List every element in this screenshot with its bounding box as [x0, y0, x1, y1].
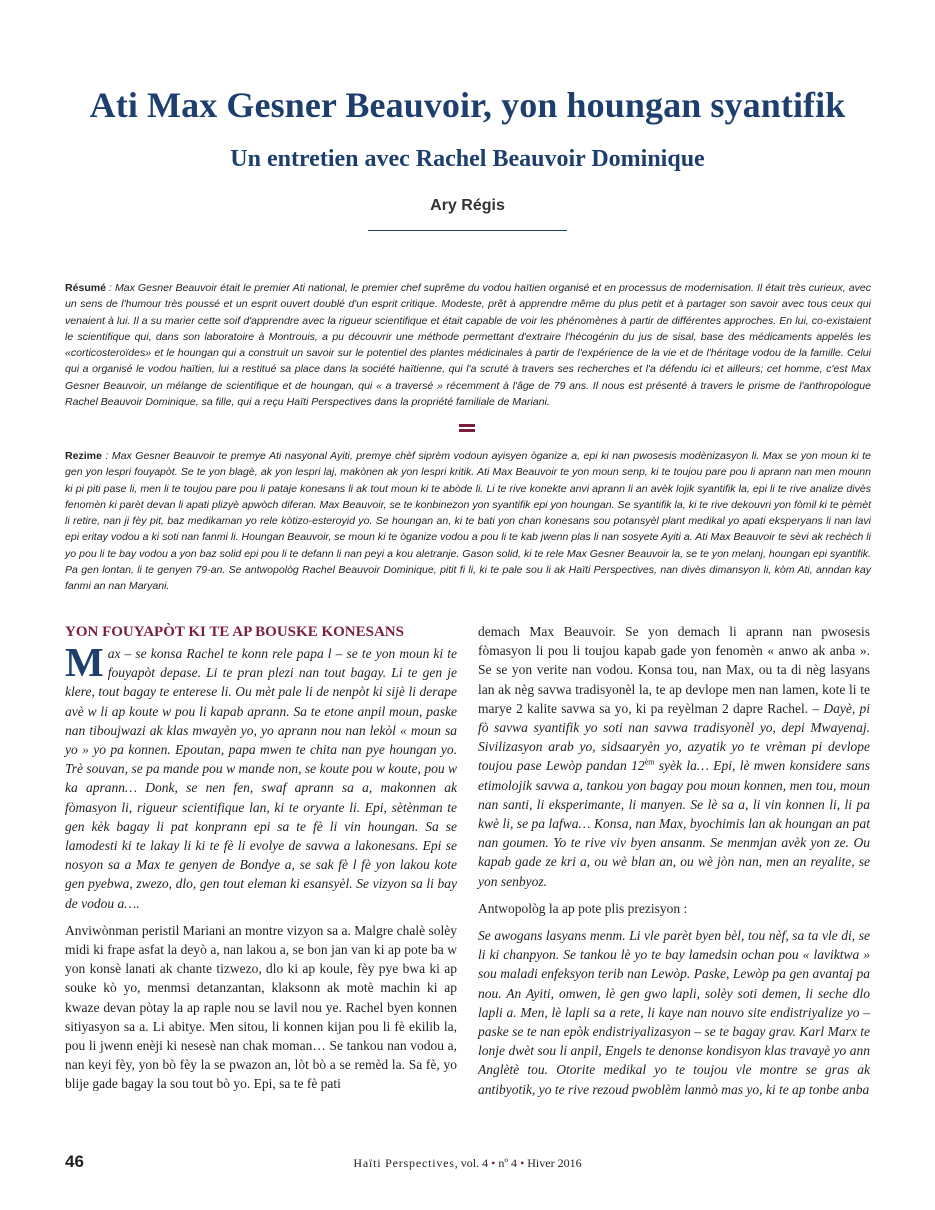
body-paragraph-1 [65, 639, 458, 913]
resume-label: Résumé [65, 282, 107, 294]
page-number: 46 [65, 1152, 84, 1171]
rezime-label: Rezime [65, 450, 102, 462]
p3-superscript: èm [644, 757, 655, 767]
body-paragraph-5: Se awogans lasyans menm. Li vle parèt byen bèl, tou nèf, sa ta vle di, se li ki chanpyon. Se tankou lè yo te bay lamedsin ochan pou « laviktwa » sou maladi enfeksyon terib nan Lewòp. Paske, Lewòp pa gen avantaj pa nou. An Ayiti, omwen, lè gen gwo lapli, solèy soti demen, li seche dlo lapli a. Men, lè lapli sa a rete, li kaye nan nouvo site endistriyalize yo – paske se te nan epòk endistriyalizasyon – se te bagay grav. Karl Marx te lonje dwèt sou li anpil, Engels te denonse kondisyon klas travayè yo ann Anglètè tou. Otorite medikal yo te toujou vle montre se gras ak antibyotik, yo te rive rezoud pwoblèm lanmò mas yo, ki te ap tonbe anba [478, 928, 870, 1097]
rezime-text: : Max Gesner Beauvoir te premye Ati nasyonal Ayiti, premye chèf siprèm vodoun ayisyen òganize a, epi ki nan pwosesis modènizasyon li. Max se yon moun ki te gen yon lespri fouyapòt. Se te yon blagè, ak yon lespri laj, makònen ak yon lespri kritik. Ati Max Beauvoir te yon moun senp, ki te toujou pare pou li aprann nan men mounn ki pi piti pase li, men li te toujou pare pou li pataje konesans li ak tout moun ki te abòde li. Li te rive konekte anvi aprann li an avèk lojik syantifik la, epi li te rive analize divès fenomèn ki parèt devan li apati plizyè apwòch diferan. Max Beauvoir, se te konbinezon yon syantifik epi yon houngan. Se syantifik la, ki te rive dekouvri yon fòmil ki te pèmèt li retire, nan ji fèy pit, baz medikaman yo rele kòtizo-esteroyid yo. Se houngan an, ki te bati yon chan konesans sou potansyèl plant medikal yo apati eksperyans li nan lavi epi eritay vodou a ki soti nan fanmi li. Houngan Beauvoir, se moun ki te òganize vodou a pou li te kab jwenn plas li nan sosyete Ayiti a. Ati Max Beauvoir te sèvi ak rechèch li yo pou li te bay vodou a yon baz solid epi pou li te defann li nan peyi a kou aletranje. Gason solid, ki te rele Max Gesner Beauvoir la, se te yon melanj, houngan epi syantifik. Pa gen lontan, li te genyen 79-an. Se antwopològ Rachel Beauvoir Dominique, pitit fi li, ki te pale sou li ak Haïti Perspectives, nan divès dimansyon li, kòm Ati, anndan kay fanmi an nan Maryani. [65, 450, 871, 593]
author-rule [368, 230, 567, 231]
body-paragraph-3 [478, 622, 870, 891]
bullet-separator: • [491, 1156, 496, 1170]
journal-number: nº 4 [495, 1156, 521, 1170]
body-paragraph-2: Anviwònman peristil Mariani an montre vizyon sa a. Malgre chalè solèy midi ki frape asfat la deyò a, nan lakou a, se bon jan van ki ap pote ba w yon konsè lanati ak chante tizwezo, dlo ki ap koule, fèy pye bwa ki ap souke kò yo, menmsi detanzantan, klaksonn ak motè machin ki ap kwaze devan pòtay la ap raple nou se lavil nou ye. Rachel byen konnen sitiyasyon sa a. Li abitye. Men sitou, li konnen kijan pou li fè ekilib la, pou li jwenn enèji ki nesesè nan chak moman… Se tankou nan vodou a, nan keyi fèy, yon bò fèy la se pwazon an, lòt bò a se remèd la. Sa fè, yo blije gade bagay la sou tout bò yo. Epi, sa te fè pati [65, 922, 457, 1092]
journal-season: Hiver 2016 [524, 1156, 582, 1170]
author-name: Ary Régis [430, 197, 505, 214]
journal-volume: , vol. 4 [454, 1156, 492, 1170]
body-column-left [65, 622, 457, 1102]
p3-quote-b: syèk la… Epi, lè mwen konsidere sans etimolojik savwa a, tankou yon bagay pou moun konnen, men tou, moun nan santi, li eksperimante, li manyen. Se lè sa a, li vin konnen li, li pa kwè li, se pa lafwa… Konsa, nan Max, byochimis lan ak houngan an pat nan goumen. Yo te rive viv byen ansanm. Se menmjan avèk yon ze. Ou kapab gade ze kri a, ou wè blan an, ou wè jòn nan, men an reyalite, se yon senbyoz. [478, 758, 870, 889]
body-column-right [478, 622, 870, 1107]
p1-intro: ax – se konsa Rachel te konn rele papa l – [107, 646, 347, 661]
journal-name: Haïti Perspectives [353, 1156, 455, 1170]
p3-roman: demach Max Beauvoir. Se yon demach li aprann nan pwosesis fòmasyon li pou li toujou kapab gade yon fenomèn « anwo ak anba ». Se se yon verite nan vodou. Konsa tou, nan Max, ou ta di nèg lasyans lan ak nèg savwa tradisyonèl la, te ap devlope men nan lamen, kote li te marye 2 kalite savwa sa yo, ki pa reyèlman 2 dapre Rachel. – [478, 624, 870, 716]
p3-quote-a: Dayè, pi fò savwa syantifik yo soti nan savwa tradisyonèl yo, depi Mwayenaj. Sivilizasyon arab yo, sidsaaryèn yo, azyatik yo te vrèman pi devlope toujou pase Lewòp pandan 12 [478, 700, 871, 774]
journal-citation [0, 1156, 935, 1171]
section-divider-icon [459, 424, 475, 438]
body-paragraph-4: Antwopològ la ap pote plis prezisyon : [478, 900, 688, 916]
bullet-separator: • [520, 1156, 525, 1170]
rezime-abstract [65, 448, 871, 595]
resume-abstract [65, 280, 871, 410]
article-title: Ati Max Gesner Beauvoir, yon houngan syantifik [89, 85, 846, 125]
article-subtitle: Un entretien avec Rachel Beauvoir Dominique [230, 146, 705, 172]
section-heading: YON FOUYAPÒT KI TE AP BOUSKE KONESANS [65, 624, 404, 640]
p1-quote: se te yon moun ki te fouyapòt depase. Li te pran plezi nan tout bagay. Li te gen je klere, tout bagay te enterese li. Ou mèt pale li de nenpòt ki sijè li derape avè w li ap koute w pou li kapab aprann. Sa te etone anpil moun, paske nan tiboujwazi ak klas mwayèn yo, yo aprann nou nan lekòl « moun sa yo » yo pa konnen. Epoutan, papa mwen te chita nan pye houngan yo. Trè souvan, se pa mande pou w mande non, se koute pou w koute, pou w ka aprann… Donk, se nen fen, swaf aprann sa a, makonnen ak fòmasyon li, rigueur scientifique lan, ki te oryante li. Epi, sètènman te gen kèk bagay li pat konprann epi sa te fè li vin houngan. Sa se lamodesti ki te lakay li ki te fè li evolye de savwa a lakonesans. Epi se nosyon sa a Max te genyen de Bondye a, se sak fè l fè yon lakou kote gen pyebwa, zwezo, dlo, gen tout eleman ki esansyèl. Se vizyon sa li bay de vodou a…. [65, 646, 458, 911]
drop-cap: M [65, 639, 104, 685]
resume-text: : Max Gesner Beauvoir était le premier Ati national, le premier chef suprême du vodou haïtien organisé et en processus de modernisation. Il était très curieux, avec un sens de l'humour très poussé et un esprit ouvert doublé d'un esprit critique. Modeste, prêt à apprendre même du plus petit et à partager son savoir avec tous ceux qui venaient à lui. Il a su marier cette soif d'apprendre avec la rigueur scientifique et était capable de voir les phénomènes à partir de différentes approches. En lui, co-existaient le scientifique qui, dans son laboratoire à Montrouis, a pu découvrir une méthode permettant d'extraire l'hécogénin du jus de sisal, base des médicaments appelés les «corticosteroïdes» et le houngan qui a construit un savoir sur le potentiel des plantes médicinales à partir de l'expérience de la vie et de l'héritage vodou de la famille. Celui qui a organisé le vodou haïtien, lui a restitué sa place dans la société haïtienne, qui l'a scruté à travers ses recherches et l'a défendu ici et ailleurs; cet homme, c'est Max Gesner Beauvoir, un mélange de scientifique et de houngan, qui « a traversé » récemment à l'âge de 79 ans. Il nous est présenté à travers le prisme de l'anthropologue Rachel Beauvoir Dominique, sa fille, qui a reçu Haïti Perspectives dans la propriété familiale de Mariani. [65, 282, 871, 409]
